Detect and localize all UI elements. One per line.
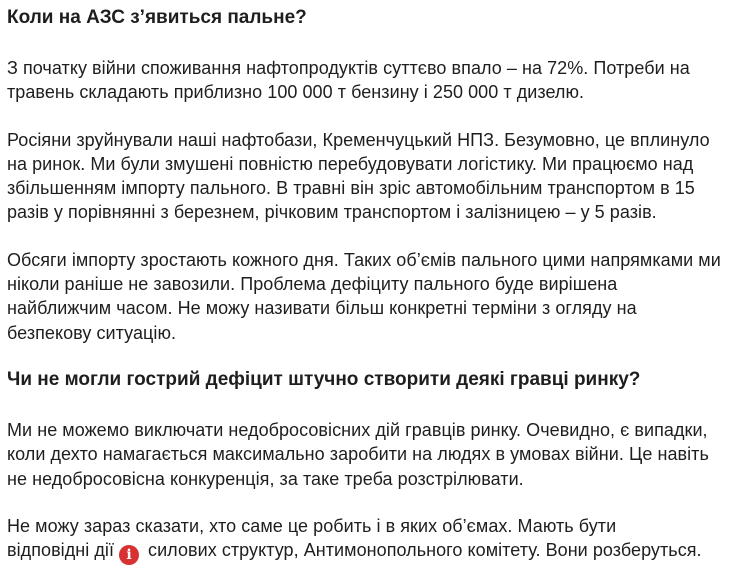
paragraph-import	[7, 248, 735, 345]
paragraph-line-with-icon	[7, 538, 735, 565]
paragraph-line: ніколи раніше не завозили. Проблема дефіциту пального буде вирішена	[7, 274, 618, 295]
paragraph-logistics	[7, 128, 735, 225]
paragraph-text: відповідні дії	[7, 540, 115, 561]
paragraph-text: силових структур, Антимонопольного комітету. Вони розберуться.	[148, 540, 702, 561]
paragraph-line: разів у порівнянні з березнем, річковим транспортом і залізницею – у 5 разів.	[7, 202, 657, 223]
paragraph-market-players	[7, 418, 735, 491]
paragraph-line: не недобросовісна конкуренція, за таке треба розстрілювати.	[7, 468, 524, 489]
paragraph-line: Ми не можемо виключати недобросовісних дій гравців ринку. Очевидно, є випадки,	[7, 419, 708, 440]
paragraph-line: безпекову ситуацію.	[7, 322, 177, 343]
article-body	[7, 6, 735, 565]
paragraph-enforcement	[7, 514, 735, 565]
paragraph-line: травень складають приблизно 100 000 т бензину і 250 000 т дизелю.	[7, 82, 585, 103]
paragraph-consumption	[7, 56, 735, 105]
paragraph-line: Не можу зараз сказати, хто саме це робить і в яких об’ємах. Мають бути	[7, 515, 617, 536]
info-icon[interactable]: i	[119, 545, 139, 565]
paragraph-line: на ринок. Ми були змушені повністю перебудовувати логістику. Ми працюємо над	[7, 153, 694, 174]
paragraph-line: Росіяни зруйнували наші нафтобази, Кременчуцький НПЗ. Безумовно, це вплинуло	[7, 129, 710, 150]
paragraph-line: найближчим часом. Не можу називати більш конкретні терміни з огляду на	[7, 298, 637, 319]
paragraph-line: збільшенням імпорту пального. В травні він зріс автомобільним транспортом в 15	[7, 178, 695, 199]
paragraph-line: Обсяги імпорту зростають кожного дня. Таких об’ємів пального цими напрямками ми	[7, 249, 721, 270]
question-heading-fuel: Коли на АЗС з’явиться пальне?	[7, 7, 307, 28]
question-heading-deficit: Чи не могли гострий дефіцит штучно створити деякі гравці ринку?	[7, 368, 641, 390]
paragraph-line: З початку війни споживання нафтопродуктів суттєво впало – на 72%. Потреби на	[7, 58, 690, 78]
paragraph-line: коли дехто намагається максимально заробити на людях в умовах війни. Це навіть	[7, 444, 709, 465]
